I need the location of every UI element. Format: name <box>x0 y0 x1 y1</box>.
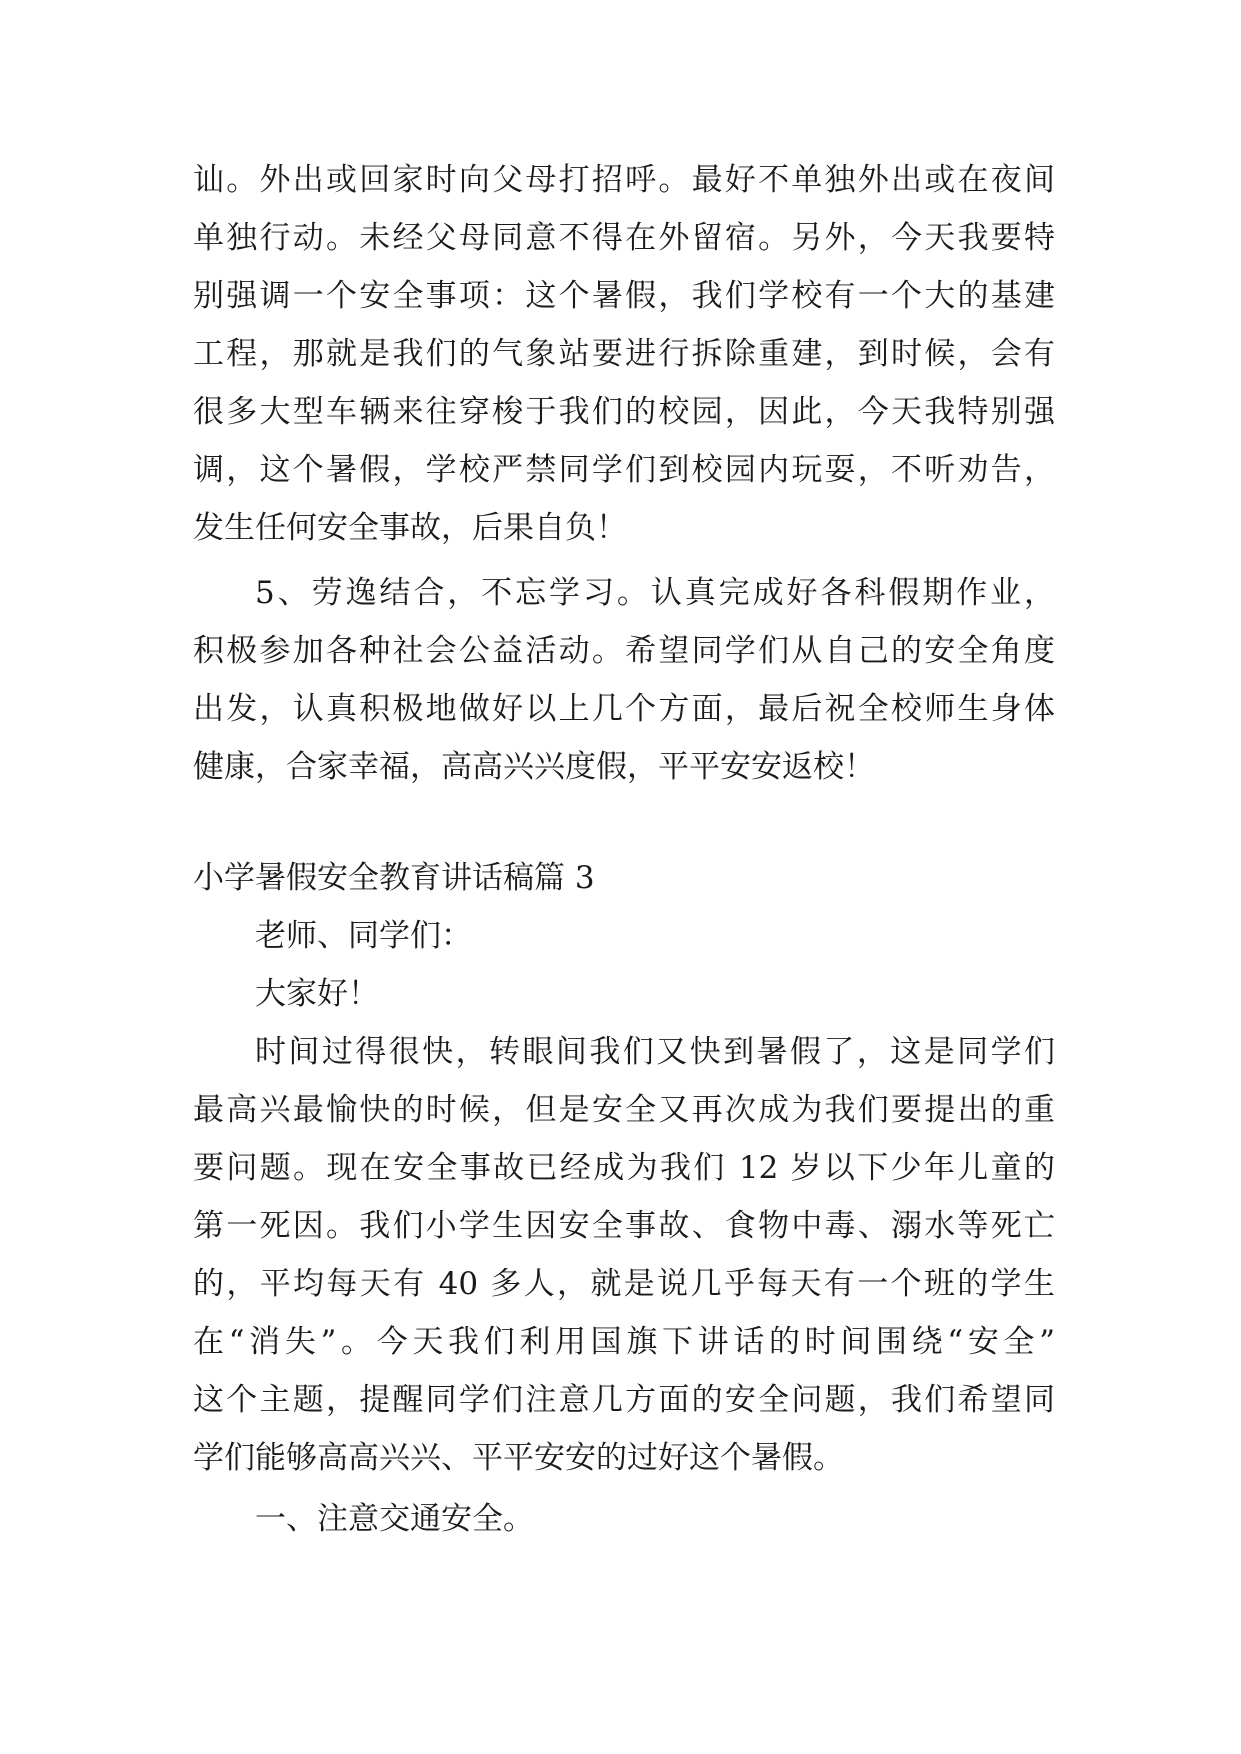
text-line: 时间过得很快，转眼间我们又快到暑假了，这是同学们 <box>255 1034 1055 1070</box>
text-line: 最高兴最愉快的时候，但是安全又再次成为我们要提出的重 <box>193 1092 1055 1128</box>
subsection-title: 一、注意交通安全。 <box>255 1501 534 1537</box>
text-line: 出发，认真积极地做好以上几个方面，最后祝全校师生身体 <box>193 691 1055 727</box>
text-line: 别强调一个安全事项：这个暑假，我们学校有一个大的基建 <box>193 278 1055 314</box>
greeting: 大家好！ <box>255 976 379 1012</box>
text-line: 积极参加各种社会公益活动。希望同学们从自己的安全角度 <box>193 633 1055 669</box>
text-line: 要问题。现在安全事故已经成为我们 12 岁以下少年儿童的 <box>193 1150 1055 1186</box>
text-line: 学们能够高高兴兴、平平安安的过好这个暑假。 <box>193 1440 844 1476</box>
text-line: 讪。外出或回家时向父母打招呼。最好不单独外出或在夜间 <box>193 162 1055 198</box>
text-line: 这个主题，提醒同学们注意几方面的安全问题，我们希望同 <box>193 1382 1055 1418</box>
text-line: 调，这个暑假，学校严禁同学们到校园内玩耍，不听劝告， <box>193 452 1055 488</box>
text-line: 5、劳逸结合，不忘学习。认真完成好各科假期作业， <box>255 575 1055 611</box>
text-line: 在“消失”。今天我们利用国旗下讲话的时间围绕“安全” <box>193 1324 1055 1360</box>
section-heading: 小学暑假安全教育讲话稿篇 3 <box>193 860 595 896</box>
text-line: 工程，那就是我们的气象站要进行拆除重建，到时候，会有 <box>193 336 1055 372</box>
text-line: 发生任何安全事故，后果自负！ <box>193 510 627 546</box>
text-line: 很多大型车辆来往穿梭于我们的校园，因此，今天我特别强 <box>193 394 1055 430</box>
text-line: 单独行动。未经父母同意不得在外留宿。另外，今天我要特 <box>193 220 1055 256</box>
text-line: 第一死因。我们小学生因安全事故、食物中毒、溺水等死亡 <box>193 1208 1055 1244</box>
salutation: 老师、同学们： <box>255 918 472 954</box>
text-line: 健康，合家幸福，高高兴兴度假，平平安安返校！ <box>193 749 875 785</box>
text-line: 的，平均每天有 40 多人，就是说几乎每天有一个班的学生 <box>193 1266 1055 1302</box>
